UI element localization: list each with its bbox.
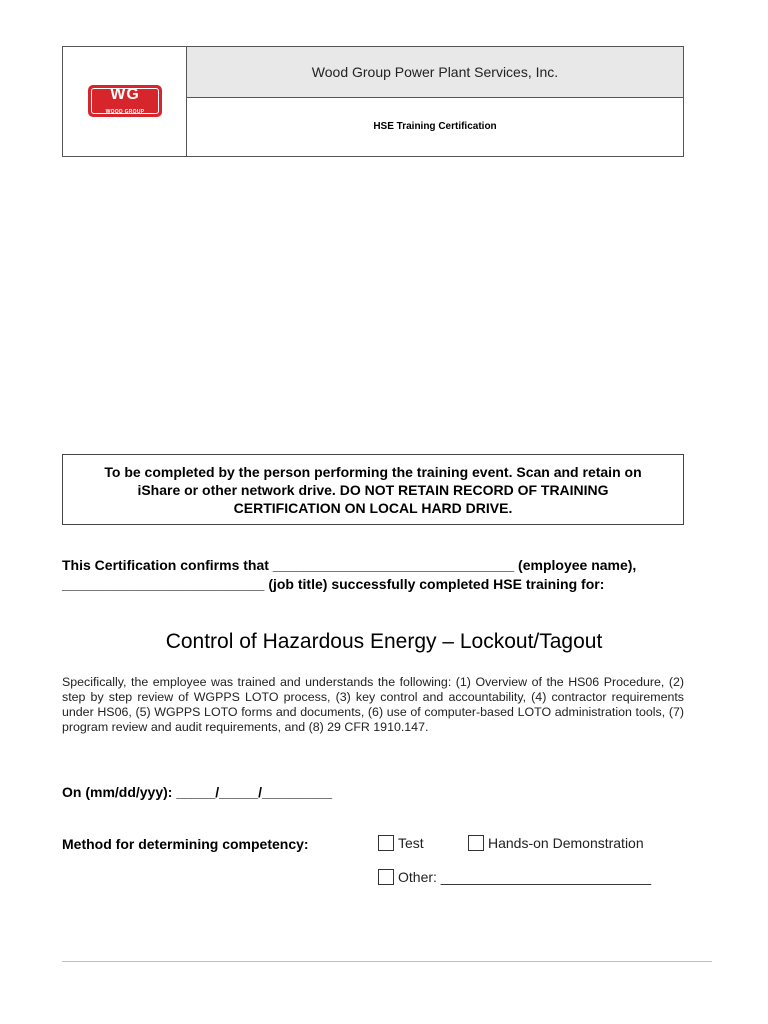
notice-line-3: CERTIFICATION ON LOCAL HARD DRIVE. <box>233 500 513 516</box>
instruction-notice <box>62 454 684 525</box>
notice-line-2: iShare or other network drive. DO NOT RETAIN RECORD OF TRAINING <box>137 482 609 498</box>
completion-date-field: On (mm/dd/yyy): _____/_____/_________ <box>62 784 333 800</box>
option-other[interactable] <box>378 869 651 885</box>
test-label: Test <box>398 835 424 851</box>
certification-statement <box>62 556 692 594</box>
footer-divider <box>62 961 712 962</box>
other-label: Other: ___________________________ <box>398 869 652 885</box>
training-description: Specifically, the employee was trained and understands the following: (1) Overview of the HS06 Procedure, (2) step by step review of WGPPS LOTO process, (3) key control and accountability, (4) contractor requirements under HS06, (5) WGPPS LOTO forms and documents, (6) use of computer-based LOTO administration tools, (7) program review and audit requirements, and (8) 29 CFR 1910.147. <box>62 675 684 734</box>
document-header <box>62 46 684 157</box>
logo-cell <box>63 47 187 156</box>
document-title: HSE Training Certification <box>373 121 497 132</box>
wood-group-logo <box>88 85 162 117</box>
notice-line-1: To be completed by the person performing the training event. Scan and retain on <box>104 464 642 480</box>
test-checkbox[interactable] <box>378 835 394 851</box>
confirmation-line-1: This Certification confirms that _______________________________ (employee name), <box>62 557 637 573</box>
option-test[interactable] <box>378 835 424 851</box>
logo-subtext: WOOD GROUP <box>105 109 145 115</box>
hands-on-label: Hands-on Demonstration <box>488 835 644 851</box>
competency-method-label: Method for determining competency: <box>62 836 309 852</box>
logo-letters: WG <box>110 86 140 103</box>
course-title: Control of Hazardous Energy – Lockout/Tagout <box>165 630 603 653</box>
hands-on-checkbox[interactable] <box>468 835 484 851</box>
company-name: Wood Group Power Plant Services, Inc. <box>187 47 683 98</box>
confirmation-line-2: __________________________ (job title) successfully completed HSE training for: <box>62 576 605 592</box>
other-checkbox[interactable] <box>378 869 394 885</box>
option-hands-on[interactable] <box>468 835 644 851</box>
